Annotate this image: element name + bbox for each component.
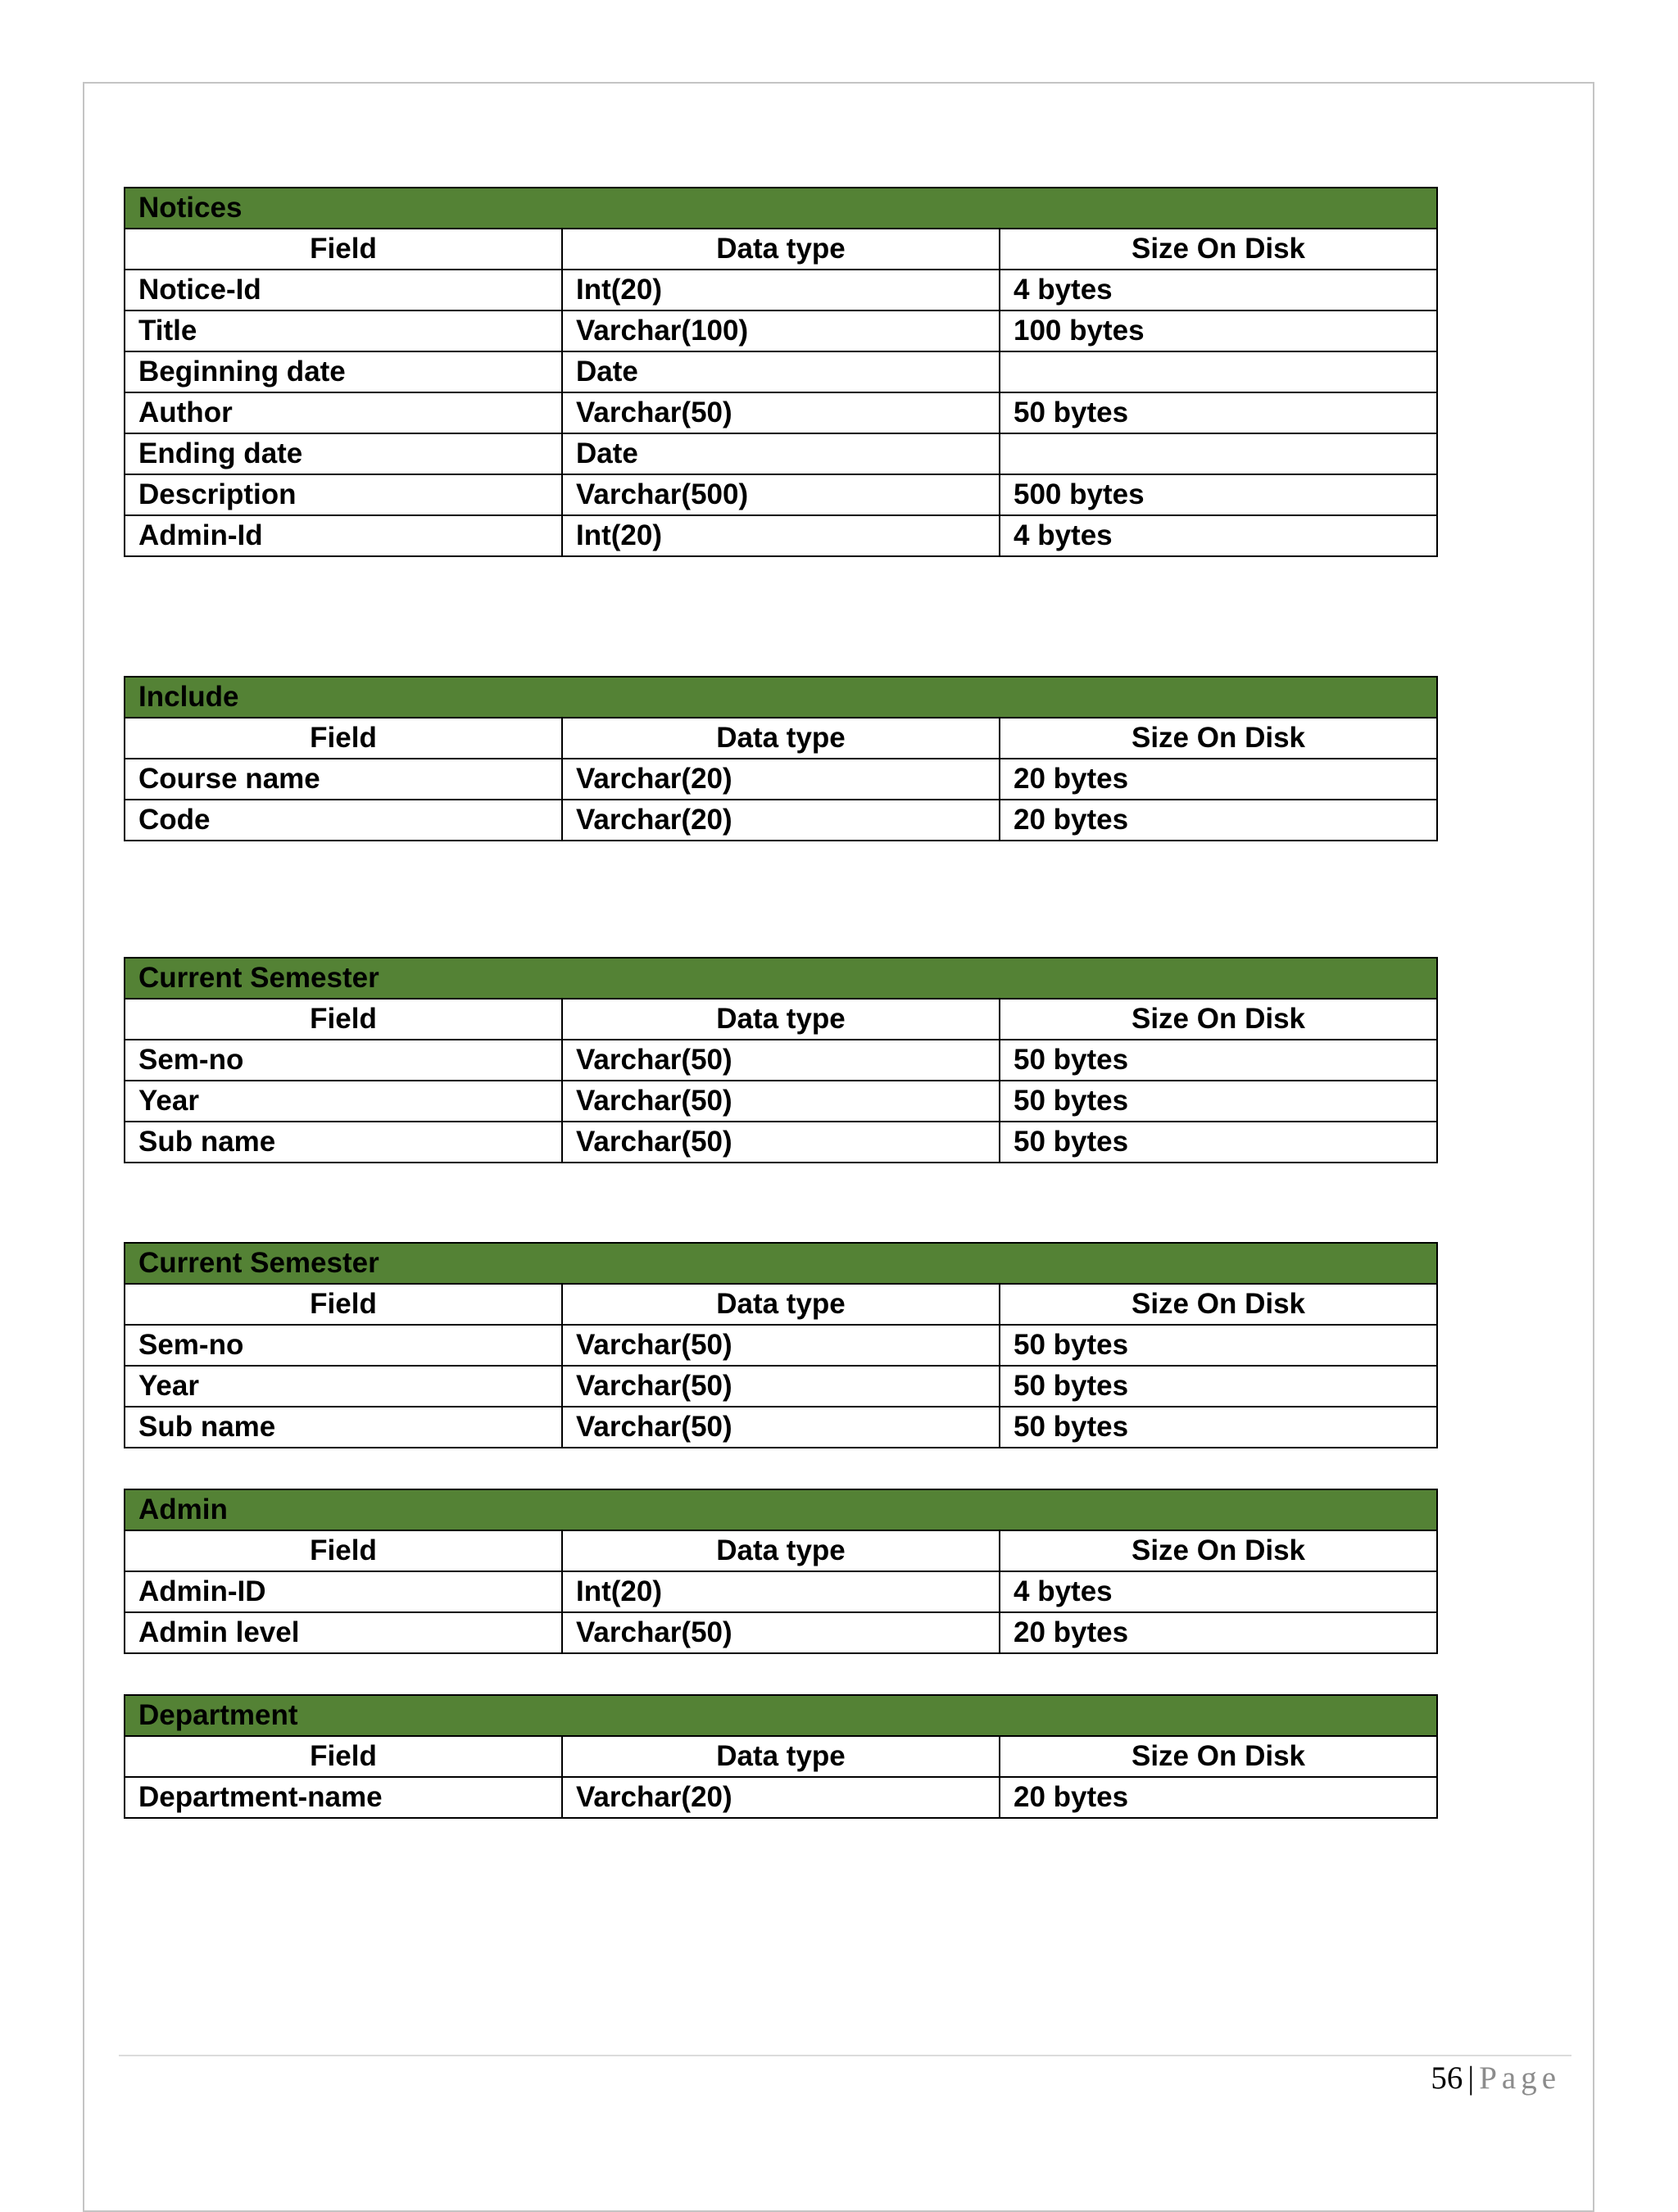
cell-size: 50 bytes bbox=[1000, 1366, 1437, 1407]
cell-data-type: Int(20) bbox=[562, 1571, 1000, 1612]
cell-field: Course name bbox=[125, 759, 562, 800]
table-title-row bbox=[125, 958, 1437, 999]
table-row bbox=[125, 1325, 1437, 1366]
cell-size bbox=[1000, 433, 1437, 474]
cell-size: 50 bytes bbox=[1000, 392, 1437, 433]
cell-data-type: Int(20) bbox=[562, 270, 1000, 310]
cell-field: Admin-Id bbox=[125, 515, 562, 556]
table-notices bbox=[124, 187, 1438, 557]
cell-size: 20 bytes bbox=[1000, 800, 1437, 841]
table-row bbox=[125, 392, 1437, 433]
cell-data-type: Varchar(20) bbox=[562, 800, 1000, 841]
cell-field: Admin level bbox=[125, 1612, 562, 1653]
table-admin bbox=[124, 1489, 1438, 1654]
header-size-on-disk: Size On Disk bbox=[1000, 1530, 1437, 1571]
cell-field: Code bbox=[125, 800, 562, 841]
cell-data-type: Varchar(50) bbox=[562, 1407, 1000, 1448]
header-size-on-disk: Size On Disk bbox=[1000, 999, 1437, 1040]
cell-size: 500 bytes bbox=[1000, 474, 1437, 515]
table-row bbox=[125, 310, 1437, 351]
table-title: Include bbox=[125, 677, 1437, 718]
cell-data-type: Varchar(50) bbox=[562, 1122, 1000, 1163]
table-header-row bbox=[125, 1736, 1437, 1777]
cell-size: 100 bytes bbox=[1000, 310, 1437, 351]
table-current-semester bbox=[124, 957, 1438, 1163]
cell-data-type: Date bbox=[562, 351, 1000, 392]
cell-size: 20 bytes bbox=[1000, 759, 1437, 800]
cell-field: Beginning date bbox=[125, 351, 562, 392]
cell-field: Sem-no bbox=[125, 1325, 562, 1366]
page-number bbox=[1431, 2058, 1561, 2099]
cell-size: 50 bytes bbox=[1000, 1325, 1437, 1366]
table-row bbox=[125, 474, 1437, 515]
table-current-semester-2 bbox=[124, 1242, 1438, 1448]
table-row bbox=[125, 270, 1437, 310]
page-number-value: 56 bbox=[1431, 2060, 1463, 2096]
header-data-type: Data type bbox=[562, 1530, 1000, 1571]
cell-size: 50 bytes bbox=[1000, 1407, 1437, 1448]
header-data-type: Data type bbox=[562, 1736, 1000, 1777]
cell-size: 4 bytes bbox=[1000, 1571, 1437, 1612]
table-title: Department bbox=[125, 1695, 1437, 1736]
table-row bbox=[125, 433, 1437, 474]
cell-field: Notice-Id bbox=[125, 270, 562, 310]
table-header-row bbox=[125, 229, 1437, 270]
header-data-type: Data type bbox=[562, 718, 1000, 759]
cell-data-type: Varchar(20) bbox=[562, 1777, 1000, 1818]
cell-size bbox=[1000, 351, 1437, 392]
footer-divider bbox=[119, 2055, 1571, 2056]
header-field: Field bbox=[125, 999, 562, 1040]
header-field: Field bbox=[125, 1530, 562, 1571]
table-title-row bbox=[125, 1489, 1437, 1530]
table-title-row bbox=[125, 1243, 1437, 1284]
table-title: Notices bbox=[125, 188, 1437, 229]
table-row bbox=[125, 759, 1437, 800]
header-size-on-disk: Size On Disk bbox=[1000, 718, 1437, 759]
cell-field: Year bbox=[125, 1081, 562, 1122]
table-row bbox=[125, 1777, 1437, 1818]
cell-data-type: Varchar(50) bbox=[562, 1325, 1000, 1366]
cell-data-type: Varchar(20) bbox=[562, 759, 1000, 800]
cell-data-type: Varchar(50) bbox=[562, 1081, 1000, 1122]
table-row bbox=[125, 1366, 1437, 1407]
table-row bbox=[125, 351, 1437, 392]
cell-field: Sub name bbox=[125, 1122, 562, 1163]
table-title: Admin bbox=[125, 1489, 1437, 1530]
cell-size: 50 bytes bbox=[1000, 1040, 1437, 1081]
header-data-type: Data type bbox=[562, 999, 1000, 1040]
table-header-row bbox=[125, 1530, 1437, 1571]
table-header-row bbox=[125, 718, 1437, 759]
header-size-on-disk: Size On Disk bbox=[1000, 229, 1437, 270]
table-header-row bbox=[125, 999, 1437, 1040]
header-field: Field bbox=[125, 718, 562, 759]
cell-field: Admin-ID bbox=[125, 1571, 562, 1612]
table-row bbox=[125, 800, 1437, 841]
cell-field: Sem-no bbox=[125, 1040, 562, 1081]
cell-field: Ending date bbox=[125, 433, 562, 474]
table-title: Current Semester bbox=[125, 958, 1437, 999]
cell-size: 20 bytes bbox=[1000, 1612, 1437, 1653]
cell-data-type: Varchar(50) bbox=[562, 1612, 1000, 1653]
table-title-row bbox=[125, 188, 1437, 229]
header-field: Field bbox=[125, 1284, 562, 1325]
header-data-type: Data type bbox=[562, 229, 1000, 270]
cell-data-type: Varchar(100) bbox=[562, 310, 1000, 351]
table-row bbox=[125, 515, 1437, 556]
page-label: Page bbox=[1479, 2060, 1561, 2096]
header-field: Field bbox=[125, 1736, 562, 1777]
cell-size: 50 bytes bbox=[1000, 1081, 1437, 1122]
cell-data-type: Varchar(50) bbox=[562, 1366, 1000, 1407]
header-size-on-disk: Size On Disk bbox=[1000, 1736, 1437, 1777]
table-row bbox=[125, 1122, 1437, 1163]
cell-field: Description bbox=[125, 474, 562, 515]
table-include bbox=[124, 676, 1438, 841]
table-row bbox=[125, 1081, 1437, 1122]
cell-size: 50 bytes bbox=[1000, 1122, 1437, 1163]
cell-size: 4 bytes bbox=[1000, 515, 1437, 556]
table-title-row bbox=[125, 1695, 1437, 1736]
table-department bbox=[124, 1694, 1438, 1819]
table-header-row bbox=[125, 1284, 1437, 1325]
table-title: Current Semester bbox=[125, 1243, 1437, 1284]
cell-data-type: Date bbox=[562, 433, 1000, 474]
cell-data-type: Varchar(50) bbox=[562, 1040, 1000, 1081]
table-row bbox=[125, 1612, 1437, 1653]
cell-data-type: Int(20) bbox=[562, 515, 1000, 556]
header-size-on-disk: Size On Disk bbox=[1000, 1284, 1437, 1325]
table-row bbox=[125, 1407, 1437, 1448]
cell-field: Department-name bbox=[125, 1777, 562, 1818]
table-title-row bbox=[125, 677, 1437, 718]
cell-data-type: Varchar(500) bbox=[562, 474, 1000, 515]
cell-field: Title bbox=[125, 310, 562, 351]
header-data-type: Data type bbox=[562, 1284, 1000, 1325]
cell-field: Author bbox=[125, 392, 562, 433]
cell-data-type: Varchar(50) bbox=[562, 392, 1000, 433]
table-row bbox=[125, 1040, 1437, 1081]
cell-size: 4 bytes bbox=[1000, 270, 1437, 310]
table-row bbox=[125, 1571, 1437, 1612]
cell-field: Year bbox=[125, 1366, 562, 1407]
cell-size: 20 bytes bbox=[1000, 1777, 1437, 1818]
header-field: Field bbox=[125, 229, 562, 270]
page-number-separator: | bbox=[1467, 2060, 1475, 2096]
cell-field: Sub name bbox=[125, 1407, 562, 1448]
